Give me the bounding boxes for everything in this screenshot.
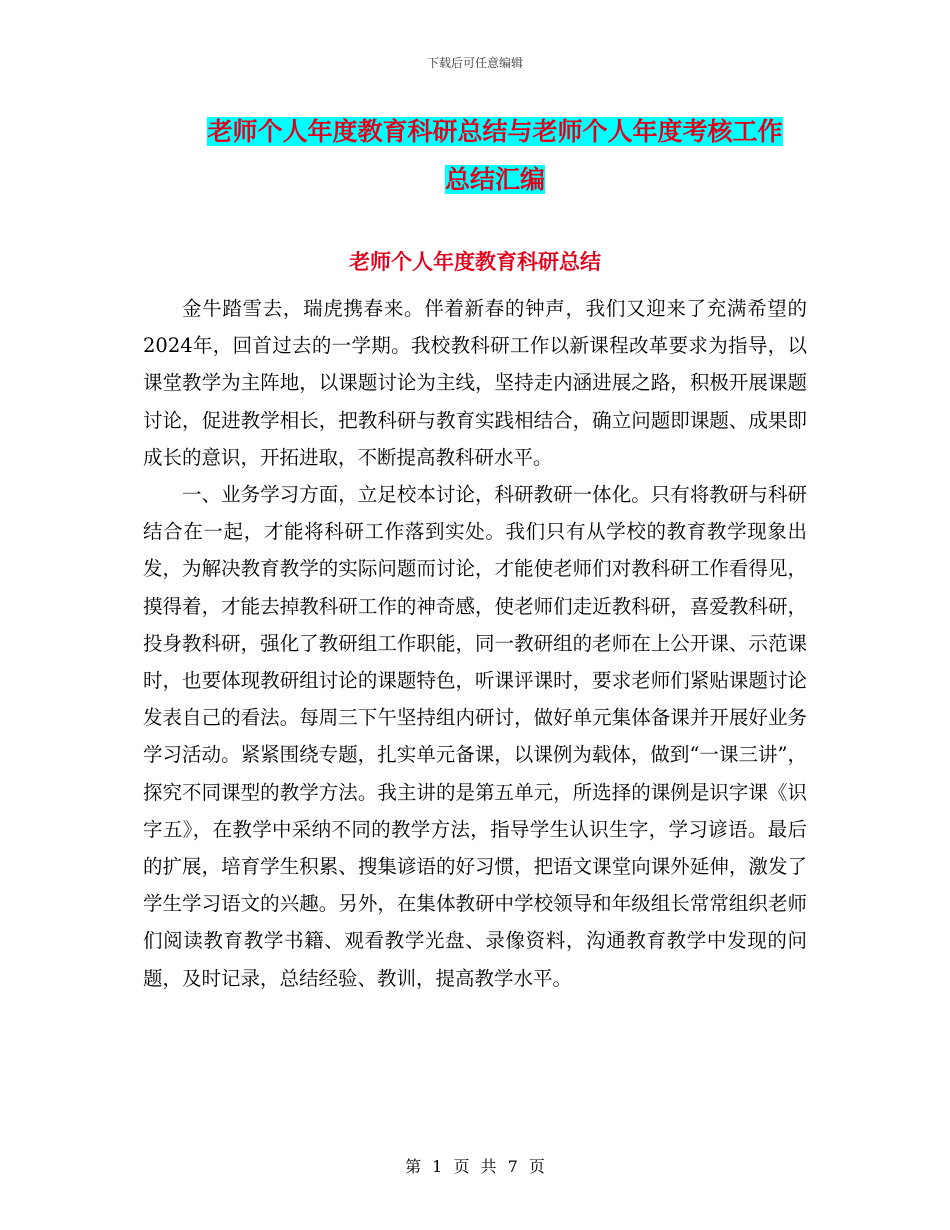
- paragraph: 金牛踏雪去，瑞虎携春来。伴着新春的钟声，我们又迎来了充满希望的2024年，回首过去的一学期。我校教科研工作以新课程改革要求为指导，以课堂教学为主阵地，以课题讨论为主线，坚持走内涵进展之路，积极开展课题讨论，促进教学相长，把教科研与教育实践相结合，确立问题即课题、成果即成长的意识，开拓进取，不断提高教科研水平。: [143, 297, 807, 469]
- page-number-footer: 第 1 页 共 7 页: [405, 1157, 545, 1176]
- body-text: [143, 290, 807, 997]
- paragraph: 一、业务学习方面，立足校本讨论，科研教研一体化。只有将教研与科研结合在一起，才能将科研工作落到实处。我们只有从学校的教育教学现象出发，为解决教育教学的实际问题而讨论，才能使老师们对教科研工作看得见，摸得着，才能去掉教科研工作的神奇感，使老师们走近教科研，喜爱教科研，投身教科研，强化了教研组工作职能，同一教研组的老师在上公开课、示范课时，也要体现教研组讨论的课题特色，听课评课时，要求老师们紧贴课题讨论发表自己的看法。每周三下午坚持组内研讨，做好单元集体备课并开展好业务学习活动。紧紧围绕专题，扎实单元备课，以课例为载体，做到“一课三讲”，探究不同课型的教学方法。我主讲的是第五单元，所选择的课例是识字课《识字五》，在教学中采纳不同的教学方法，指导学生认识生字，学习谚语。最后的扩展，培育学生积累、搜集谚语的好习惯，把语文课堂向课外延伸，激发了学生学习语文的兴趣。另外，在集体教研中学校领导和年级组长常常组织老师们阅读教育教学书籍、观看教学光盘、录像资料，沟通教育教学中发现的问题，及时记录，总结经验、教训，提高教学水平。: [143, 483, 807, 990]
- section-title: 老师个人年度教育科研总结: [349, 250, 601, 274]
- title-line-1: 老师个人年度教育科研总结与老师个人年度考核工作: [207, 117, 783, 146]
- page-header-note: 下载后可任意编辑: [426, 56, 523, 70]
- title-line-2: 总结汇编: [444, 165, 545, 194]
- document-title: [140, 108, 850, 204]
